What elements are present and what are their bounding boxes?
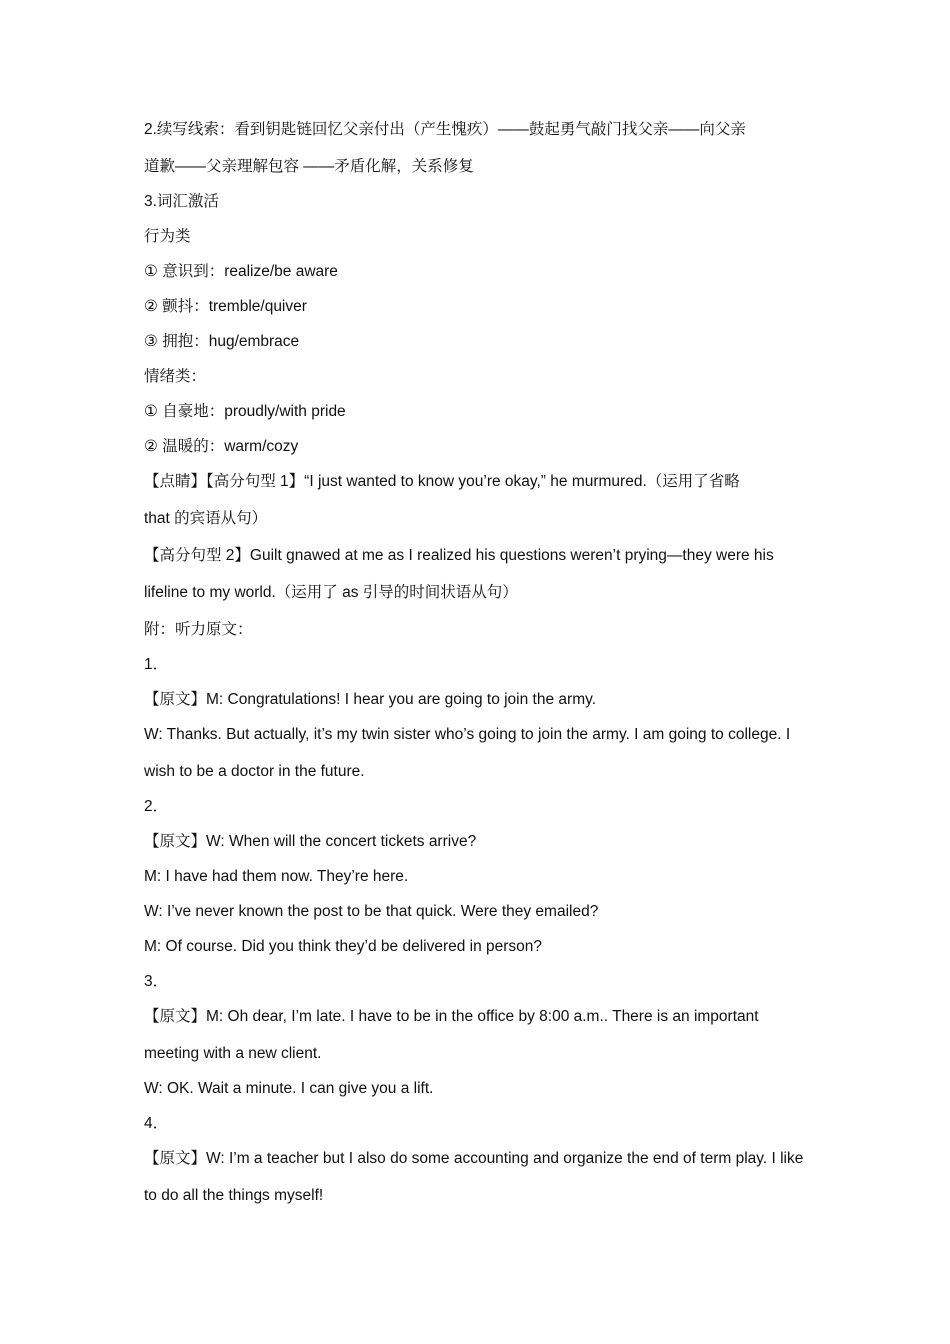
transcript-line: M: I have had them now. They’re here. [144, 868, 409, 885]
transcript-line: meeting with a new client. [144, 1045, 322, 1062]
sentence-pattern: 【高分句型 2】Guilt gnawed at me as I realized his questions weren’t prying—they were his [144, 547, 774, 564]
vocab-item: ② 温暖的：warm/cozy [144, 438, 299, 455]
transcript-line: W: OK. Wait a minute. I can give you a lift. [144, 1080, 434, 1097]
item-number: 1． [144, 656, 169, 673]
section-heading: 3.词汇激活 [144, 193, 219, 210]
section-heading: 附：听力原文： [144, 621, 253, 638]
transcript-line: W: Thanks. But actually, it’s my twin sister who’s going to join the army. I am going to college. I [144, 726, 791, 743]
category-label: 情绪类： [144, 368, 207, 385]
item-number: 2． [144, 798, 169, 815]
sentence-pattern: lifeline to my world.（运用了 as 引导的时间状语从句） [144, 584, 518, 601]
item-number: 4． [144, 1115, 169, 1132]
transcript-line: 【原文】W: When will the concert tickets arrive? [144, 833, 477, 850]
vocab-item: ② 颤抖：tremble/quiver [144, 298, 307, 315]
vocab-item: ① 自豪地：proudly/with pride [144, 403, 346, 420]
sentence-pattern: 【点睛】【高分句型 1】“I just wanted to know you’re okay,” he murmured.（运用了省略 [144, 473, 740, 490]
vocab-item: ③ 拥抱：hug/embrace [144, 333, 300, 350]
transcript-line: M: Of course. Did you think they’d be delivered in person? [144, 938, 543, 955]
transcript-line: 【原文】M: Congratulations! I hear you are going to join the army. [144, 691, 597, 708]
vocab-item: ① 意识到：realize/be aware [144, 263, 338, 280]
document-body [144, 121, 809, 1205]
transcript-line: 【原文】M: Oh dear, I’m late. I have to be in the office by 8:00 a.m.. There is an important [144, 1008, 759, 1025]
transcript-line: 【原文】W: I’m a teacher but I also do some accounting and organize the end of term play. I like [144, 1150, 804, 1167]
sentence-pattern: that 的宾语从句） [144, 510, 268, 527]
text-line: 道歉——父亲理解包容 ——矛盾化解，关系修复 [144, 158, 474, 175]
item-number: 3． [144, 973, 169, 990]
transcript-line: W: I’ve never known the post to be that quick. Were they emailed? [144, 903, 599, 920]
transcript-line: wish to be a doctor in the future. [144, 763, 365, 780]
category-label: 行为类 [144, 228, 191, 245]
text-line: 2.续写线索：看到钥匙链回忆父亲付出（产生愧疚）——鼓起勇气敲门找父亲——向父亲 [144, 121, 746, 138]
transcript-line: to do all the things myself! [144, 1187, 324, 1204]
